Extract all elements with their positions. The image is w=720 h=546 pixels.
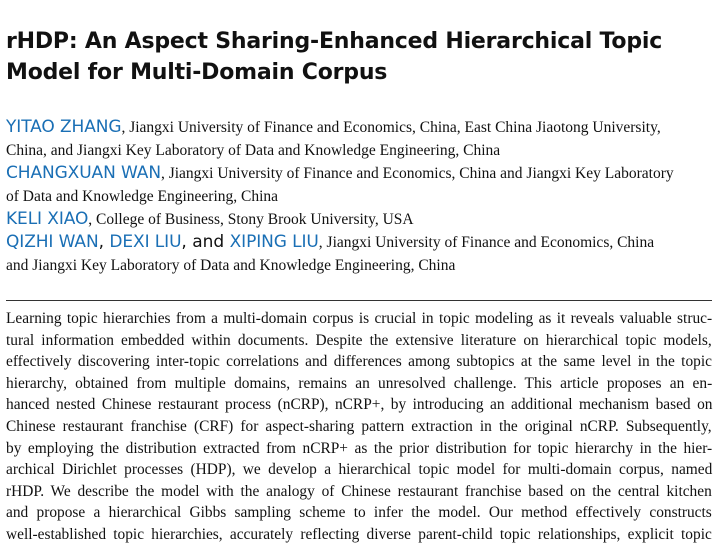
affiliation-text: , Jiangxi University of Finance and Economics, China (318, 234, 655, 251)
author-name-dexi-liu[interactable]: DEXI LIU (109, 232, 182, 252)
author-name-qizhi-wan[interactable]: QIZHI WAN (6, 232, 99, 252)
author-name-changxuan-wan[interactable]: CHANGXUAN WAN (6, 163, 161, 183)
name-separator: , and (181, 232, 230, 252)
abstract-line: and propose a hierarchical Gibbs sampling scheme to infer the model. Our method effectively constructs (6, 504, 712, 522)
affiliation-text: , College of Business, Stony Brook University, USA (88, 211, 414, 228)
author-line (6, 162, 714, 185)
author-name-keli-xiao[interactable]: KELI XIAO (6, 209, 89, 229)
title-line-1: rHDP: An Aspect Sharing-Enhanced Hierarchical Topic (6, 29, 663, 54)
author-block (6, 116, 714, 277)
abstract-line: hanced nested Chinese restaurant process (nCRP), nCRP+, by introducing an additional mechanism based on (6, 396, 713, 414)
abstract-line: Chinese restaurant franchise (CRF) for aspect-sharing pattern extraction in the original nCRP. Subsequently, (6, 417, 712, 435)
affiliation-text: , Jiangxi University of Finance and Economics, China, East China Jiaotong University, (121, 119, 661, 136)
author-line (6, 139, 714, 162)
author-line (6, 208, 714, 231)
abstract-line: Learning topic hierarchies from a multi-domain corpus is crucial in topic modeling as it reveals valuable struc- (6, 310, 713, 327)
author-line (6, 254, 714, 277)
affiliation-text: , Jiangxi University of Finance and Economics, China and Jiangxi Key Laboratory (160, 165, 674, 182)
title-line-2: Model for Multi-Domain Corpus (6, 60, 388, 85)
abstract-line: well-established topic hierarchies, accurately reflecting diverse parent-child topic relationships, explicit topic (6, 525, 712, 543)
author-line (6, 231, 714, 254)
author-line (6, 185, 714, 208)
affiliation-text: China, and Jiangxi Key Laboratory of Data and Knowledge Engineering, China (6, 142, 501, 159)
abstract (6, 308, 714, 546)
affiliation-text: and Jiangxi Key Laboratory of Data and Knowledge Engineering, China (6, 257, 456, 274)
name-separator: , (98, 232, 110, 252)
abstract-line: rHDP. We describe the model with the analogy of Chinese restaurant franchise based on the central kitchen (6, 482, 712, 500)
abstract-line: archical Dirichlet processes (HDP), we develop a hierarchical topic model for multi-domain corpus, named (6, 461, 713, 479)
abstract-line: by employing the distribution extracted from nCRP+ as the prior distribution for topic hierarchy in the hier- (6, 439, 713, 457)
paper-title (6, 26, 706, 88)
abstract-line: hierarchy, obtained from multiple domains, remains an unresolved challenge. This article proposes an en- (6, 374, 713, 392)
author-line (6, 116, 714, 139)
author-name-xiping-liu[interactable]: XIPING LIU (229, 232, 319, 252)
abstract-line: tural information embedded within documents. Despite the extensive literature on hierarchical topic models, (6, 331, 712, 349)
abstract-line: effectively discovering inter-topic correlations and differences among subtopics at the same level in the topic (6, 353, 712, 371)
section-divider (6, 300, 712, 301)
author-name-yitao-zhang[interactable]: YITAO ZHANG (6, 117, 122, 137)
affiliation-text: of Data and Knowledge Engineering, China (6, 188, 279, 205)
